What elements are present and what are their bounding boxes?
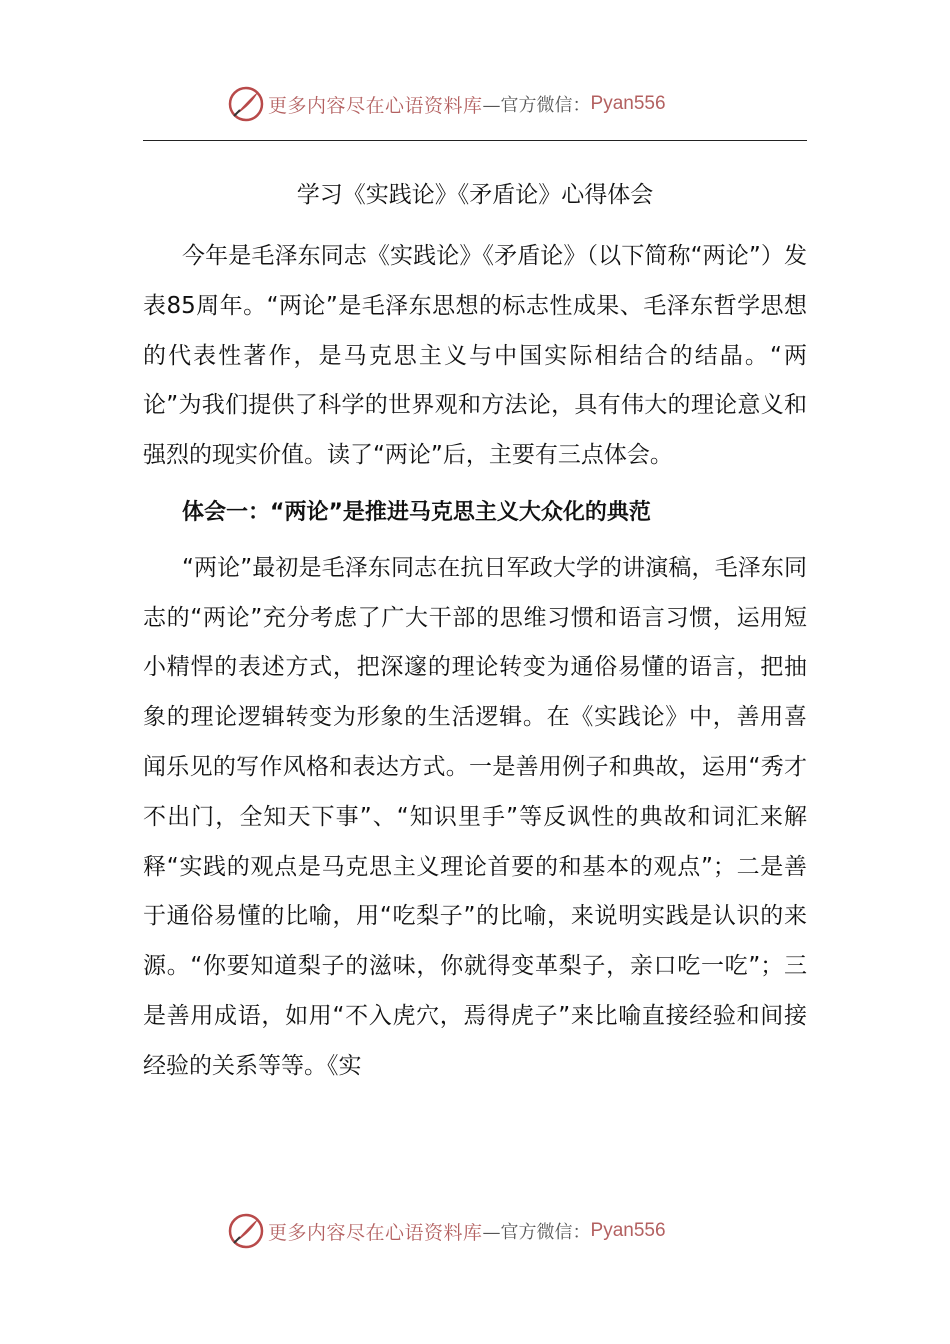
banner-text: 更多内容尽在心语资料库 bbox=[268, 94, 483, 117]
footer-banner bbox=[228, 1211, 728, 1251]
section-1-heading: 体会一：“两论”是推进马克思主义大众化的典范 bbox=[182, 499, 651, 525]
banner-wechat-id: Pyan556 bbox=[590, 1220, 666, 1241]
banner-wechat-id: Pyan556 bbox=[590, 93, 666, 114]
quill-logo-icon bbox=[228, 86, 264, 122]
quill-logo-icon bbox=[228, 1213, 264, 1249]
document-body bbox=[143, 232, 807, 1092]
document-title: 学习《实践论》《矛盾论》心得体会 bbox=[296, 182, 654, 208]
banner-separator: —官方微信： bbox=[482, 1222, 591, 1243]
intro-paragraph: 今年是毛泽东同志《实践论》《矛盾论》（以下简称“两论”）发表85周年。“两论”是毛泽东思想的标志性成果、毛泽东哲学思想的代表性著作，是马克思主义与中国实际相结合的结晶。“两论”为我们提供了科学的世界观和方法论，具有伟大的理论意义和强烈的现实价值。读了“两论”后，主要有三点体会。 bbox=[143, 243, 807, 469]
header-divider bbox=[143, 140, 807, 141]
banner-separator: —官方微信： bbox=[482, 95, 591, 116]
header-banner bbox=[228, 84, 728, 124]
section-1-paragraph: “两论”最初是毛泽东同志在抗日军政大学的讲演稿，毛泽东同志的“两论”充分考虑了广大干部的思维习惯和语言习惯，运用短小精悍的表述方式，把深邃的理论转变为通俗易懂的语言，把抽象的理论逻辑转变为形象的生活逻辑。在《实践论》中，善用喜闻乐见的写作风格和表达方式。一是善用例子和典故，运用“秀才不出门，全知天下事”、“知识里手”等反讽性的典故和词汇来解释“实践的观点是马克思主义理论首要的和基本的观点”；二是善于通俗易懂的比喻，用“吃梨子”的比喻，来说明实践是认识的来源。“你要知道梨子的滋味，你就得变革梨子，亲口吃一吃”；三是善用成语，如用“不入虎穴，焉得虎子”来比喻直接经验和间接经验的关系等等。《实 bbox=[143, 554, 807, 1079]
banner-text: 更多内容尽在心语资料库 bbox=[268, 1221, 483, 1244]
